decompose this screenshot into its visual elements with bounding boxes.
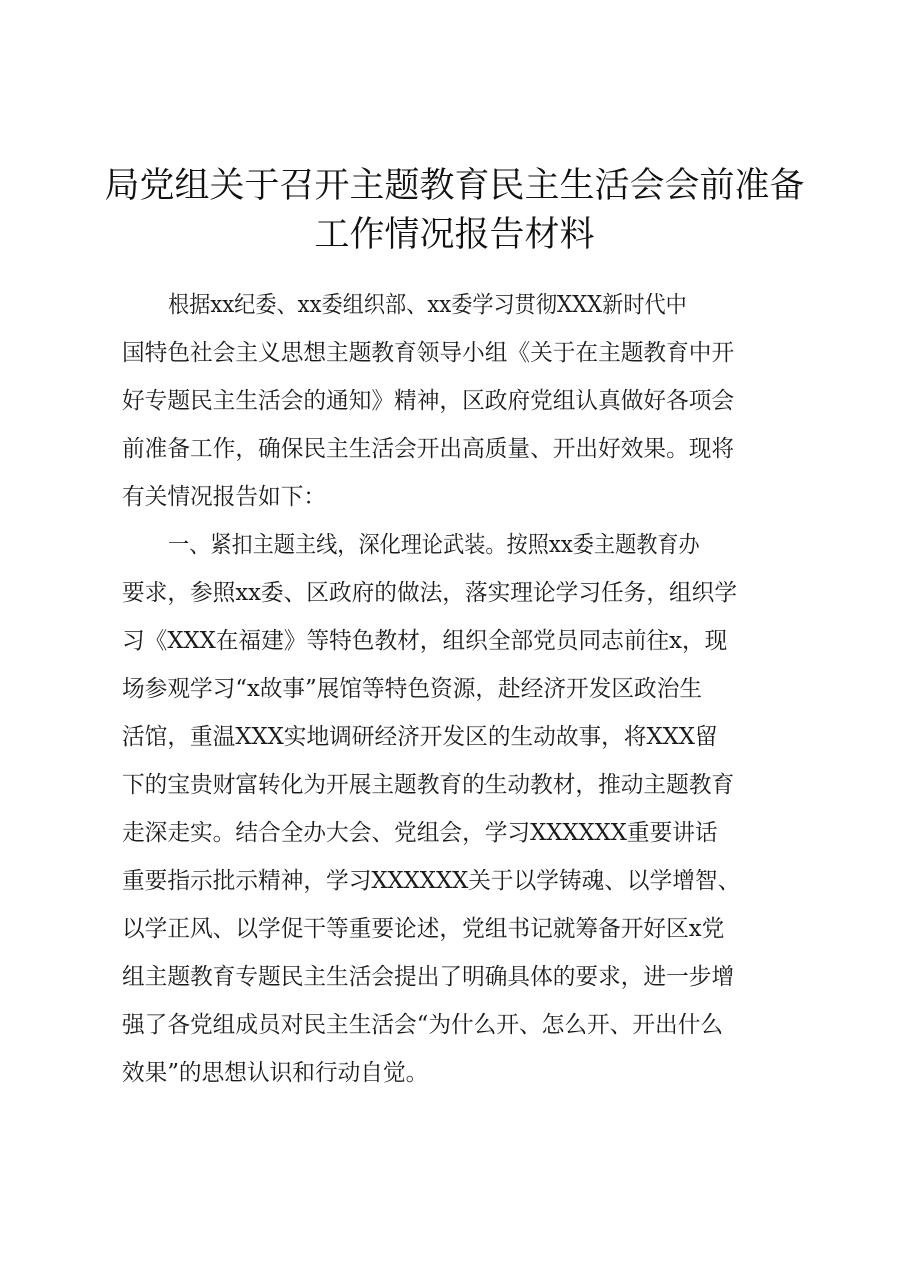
paragraph-2-line-10: 组主题教育专题民主生活会提出了明确具体的要求，进一步增 <box>122 964 735 990</box>
paragraph-2-line-3: 习《XXX在福建》等特色教材，组织全部党员同志前往x，现 <box>122 628 728 654</box>
paragraph-1-line-4: 前准备工作，确保民主生活会开出高质量、开出好效果。现将 <box>122 436 735 462</box>
document-title-line-1: 局党组关于召开主题教育民主生活会会前准备 <box>104 166 805 206</box>
paragraph-2-line-11: 强了各党组成员对民主生活会“为什么开、怎么开、开出什么 <box>122 1012 724 1038</box>
paragraph-2-line-1: 一、紧扣主题主线，深化理论武装。按照xx委主题教育办 <box>168 532 700 558</box>
paragraph-2-line-9: 以学正风、以学促干等重要论述，党组书记就筹备开好区x党 <box>122 916 725 942</box>
paragraph-1-line-3: 好专题民主生活会的通知》精神，区政府党组认真做好各项会 <box>122 388 735 414</box>
paragraph-1-line-1: 根据xx纪委、xx委组织部、xx委学习贯彻XXX新时代中 <box>168 292 687 318</box>
paragraph-2-line-8: 重要指示批示精神，学习XXXXXX关于以学铸魂、以学增智、 <box>122 868 741 894</box>
paragraph-2-line-6: 下的宝贵财富转化为开展主题教育的生动教材，推动主题教育 <box>122 772 735 798</box>
paragraph-2-line-2: 要求，参照xx委、区政府的做法，落实理论学习任务，组织学 <box>122 580 738 606</box>
paragraph-2-line-5: 活馆，重温XXX实地调研经济开发区的生动故事，将XXX留 <box>122 724 718 750</box>
paragraph-2-line-4: 场参观学习“x故事”展馆等特色资源，赴经济开发区政治生 <box>122 676 703 702</box>
document-title-line-2: 工作情况报告材料 <box>314 215 595 255</box>
paragraph-1-line-5: 有关情况报告如下： <box>122 484 327 510</box>
paragraph-2-line-12: 效果”的思想认识和行动自觉。 <box>122 1060 429 1086</box>
paragraph-1-line-2: 国特色社会主义思想主题教育领导小组《关于在主题教育中开 <box>122 340 735 366</box>
paragraph-2-line-7: 走深走实。结合全办大会、党组会，学习XXXXXX重要讲话 <box>122 820 718 846</box>
